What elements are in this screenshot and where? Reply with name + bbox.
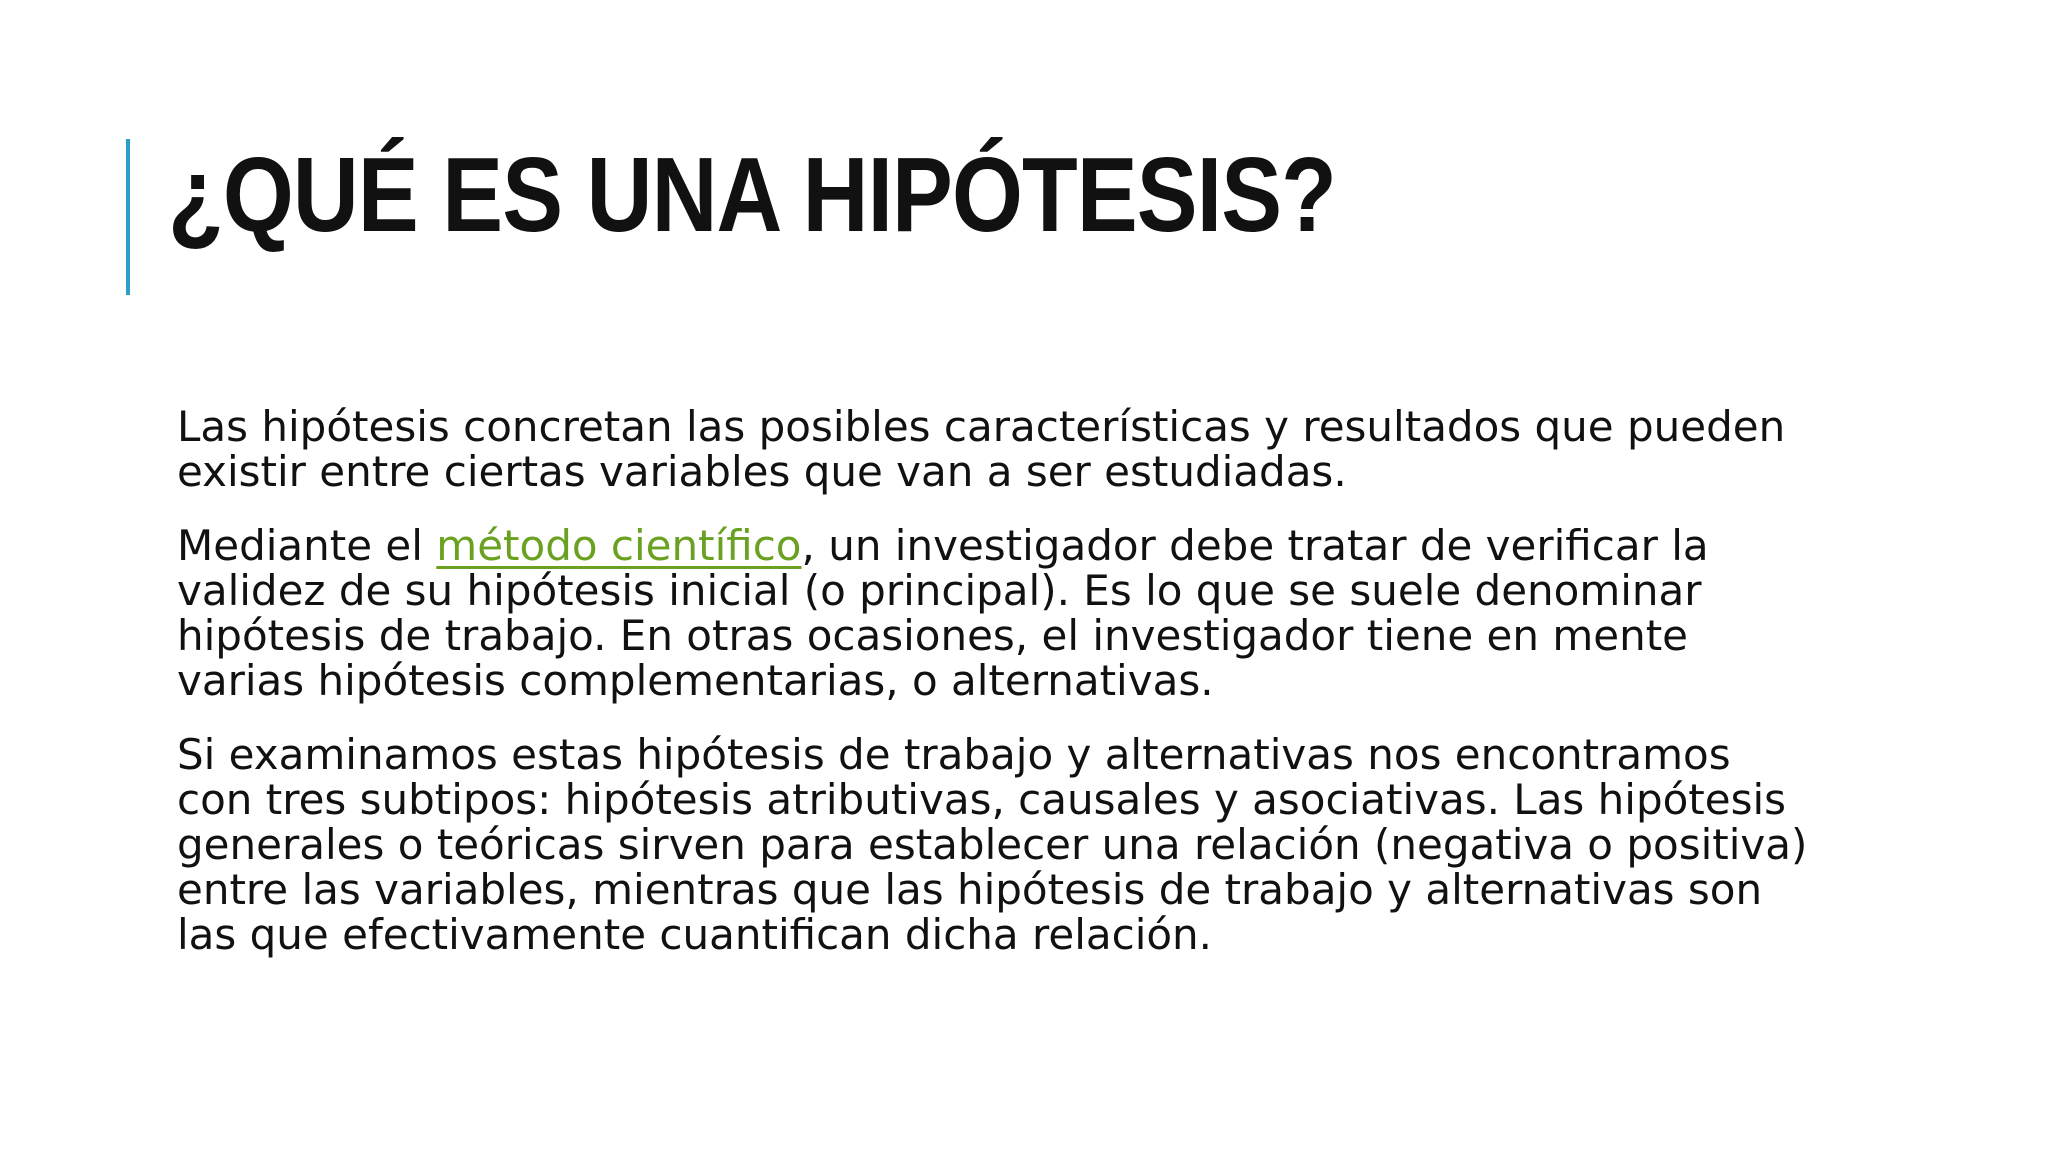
- paragraph-text-before-link: Mediante el: [177, 521, 437, 570]
- paragraph-definition: Las hipótesis concretan las posibles características y resultados que pueden existir entre ciertas variables que van a ser estudiadas.: [177, 402, 1786, 496]
- paragraph-scientific-method: [177, 523, 1817, 703]
- metodo-cientifico-link[interactable]: método científico: [436, 521, 802, 570]
- title-accent-bar: [126, 139, 130, 295]
- paragraph-text-after-link: , un investigador debe tratar de verificar la validez de su hipótesis inicial (o principal). Es lo que se suele denominar hipótesis de trabajo. En otras ocasiones, el investigador tiene en mente varias hipótesis complementarias, o alternativas.: [177, 521, 1709, 705]
- paragraph-subtypes: Si examinamos estas hipótesis de trabajo y alternativas nos encontramos con tres subtipos: hipótesis atributivas, causales y asociativas. Las hipótesis generales o teóricas sirven para establecer una relación (negativa o positiva) entre las variables, mientras que las hipótesis de trabajo y alternativas son las que efectivamente cuantifican dicha relación.: [177, 730, 1808, 959]
- slide-body: [177, 404, 1817, 986]
- slide-title: ¿QUÉ ES UNA HIPÓTESIS?: [168, 136, 1336, 254]
